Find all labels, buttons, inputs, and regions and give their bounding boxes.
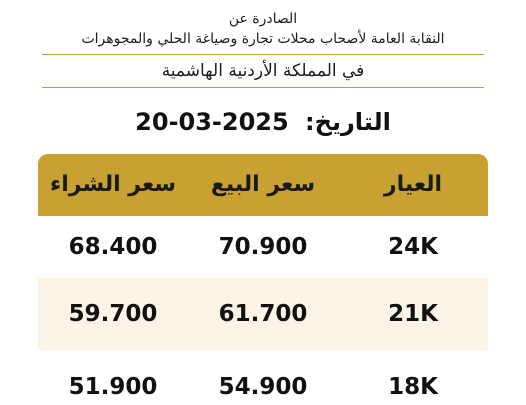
karat-cell: 24K: [388, 234, 438, 260]
price-table: [38, 154, 488, 405]
divider-bottom: [42, 87, 484, 88]
column-header-sell-price: سعر البيع: [210, 172, 316, 197]
cropped-heading-text: [132, 0, 394, 3]
table-row: [38, 350, 488, 405]
karat-cell: 21K: [388, 301, 438, 327]
issued-by-text: الصادرة عن: [228, 11, 298, 27]
sell-price-cell: 61.700: [218, 301, 308, 327]
date-label: التاريخ:: [305, 108, 391, 136]
sell-price-cell: 54.900: [218, 374, 308, 400]
date-line: [0, 106, 526, 138]
column-header-karat: العيار: [383, 172, 443, 197]
buy-price-cell: 68.400: [68, 234, 158, 260]
table-header-row: [38, 154, 488, 216]
buy-price-cell: 59.700: [68, 301, 158, 327]
kingdom-name: في المملكة الأردنية الهاشمية: [161, 61, 365, 81]
karat-cell: 18K: [388, 374, 438, 400]
table-row: [38, 278, 488, 350]
date-value: 20-03-2025: [135, 108, 289, 136]
buy-price-cell: 51.900: [68, 374, 158, 400]
divider-top: [42, 54, 484, 55]
table-row: [38, 216, 488, 278]
sell-price-cell: 70.900: [218, 234, 308, 260]
column-header-buy-price: سعر الشراء: [49, 172, 177, 197]
union-name: النقابة العامة لأصحاب محلات تجارة وصياغة الحلي والمجوهرات: [81, 31, 445, 47]
